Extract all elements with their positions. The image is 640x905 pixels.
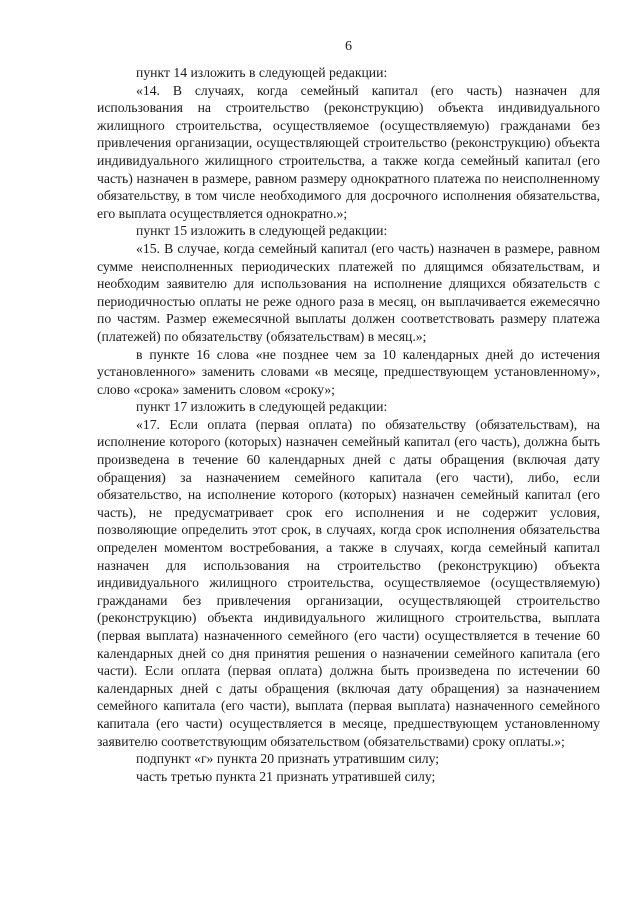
paragraph-amend-item-17: пункт 17 изложить в следующей редакции: (136, 399, 388, 415)
paragraph-item-20-repeal: подпункт «г» пункта 20 признать утратившим силу; (136, 751, 440, 767)
paragraph-amend-item-15: пункт 15 изложить в следующей редакции: (136, 223, 388, 239)
paragraph-item-14-text: «14. В случаях, когда семейный капитал (его часть) назначен для использования на строительство (реконструкцию) объекта индивидуального жилищного строительства, осуществляемое (осуществляемую) гражданами без привлечения организации, осуществляющей строительство (реконструкцию) объекта индивидуального жилищного строительства, а также когда семейный капитал (его часть) назначен в размере, равном размеру однократного платежа по неисполненному обязательству, в том числе необходимого для досрочного исполнения обязательства, его выплата осуществляется однократно.»; (97, 82, 600, 221)
paragraph-item-16-change: в пункте 16 слова «не позднее чем за 10 календарных дней до истечения установленного» заменить словами «в месяце, предшествующем установленному», слово «срока» заменить словом «сроку»; (97, 346, 600, 397)
paragraph-amend-item-14: пункт 14 изложить в следующей редакции: (136, 65, 388, 80)
paragraph-item-15-text: «15. В случае, когда семейный капитал (его часть) назначен в размере, равном сумме неисполненных периодических платежей по длящимся обязательствам, и необходим заявителю для использования на исполнение длящихся обязательств с периодичностью оплаты не реже одного раза в месяц, он выплачивается ежемесячно по частям. Размер ежемесячной выплаты должен соответствовать размеру платежа (платежей) по обязательству (обязательствам) в месяц.»; (97, 240, 600, 344)
paragraph-item-21-repeal: часть третью пункта 21 признать утратившей силу; (136, 768, 436, 784)
page-number: 6 (345, 39, 352, 54)
paragraph-item-17-text: «17. Если оплата (первая оплата) по обязательству (обязательствам), на исполнение которого (которых) назначен семейный капитал (его часть), должна быть произведена в течение 60 календарных дней с даты обращения (включая дату обращения) за назначением семейного капитала (его части), либо, если обязательство, на исполнение которого (которых) назначен семейный капитал (его часть), не предусматривает срок его исполнения и не содержит условия, позволяющие определить этот срок, в случаях, когда срок исполнения обязательства определен моментом востребования, а также в случаях, когда семейный капитал назначен для использования на строительство (реконструкцию) объекта индивидуального жилищного строительства, осуществляемое (осуществляемую) гражданами без привлечения организации, осуществляющей строительство (реконструкцию) объекта индивидуального жилищного строительства, выплата (первая выплата) назначенного семейного (его части) осуществляется в течение 60 календарных дней со дня принятия решения о назначении семейного капитала (его части). Если оплата (первая оплата) должна быть произведена по истечении 60 календарных дней с даты обращения (включая дату обращения) за назначением семейного капитала (его части), выплата (первая выплата) назначенного семейного капитала (его части) осуществляется в месяце, предшествующем установленному заявителю соответствующим обязательством (обязательствами) сроку оплаты.»; (97, 416, 600, 749)
